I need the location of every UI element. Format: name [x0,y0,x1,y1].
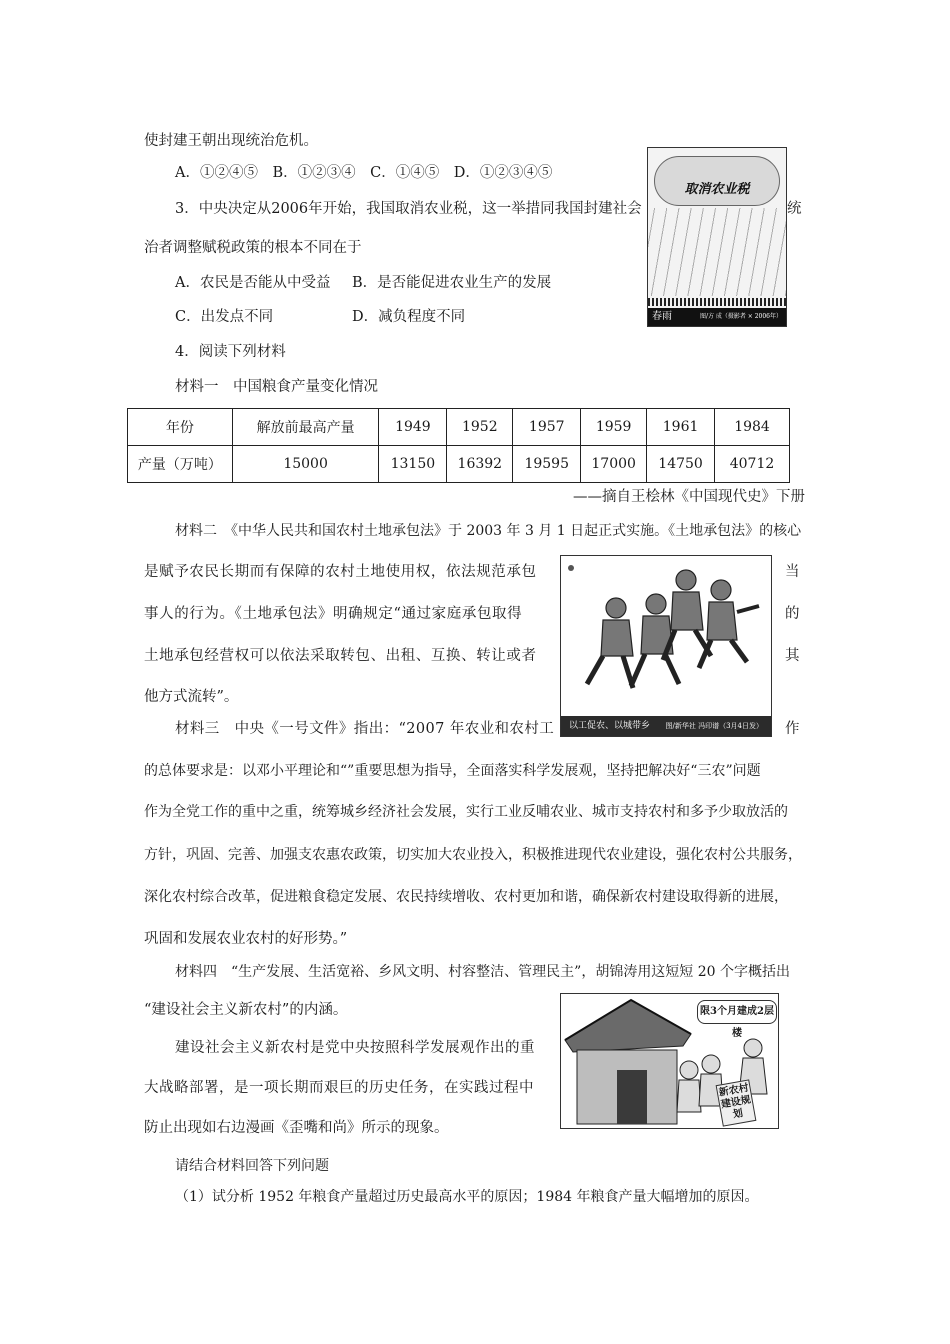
material-1-title: 材料一 中国粮食产量变化情况 [175,379,378,395]
material-2-line: 土地承包经营权可以依法采取转包、出租、互换、转让或者 [144,648,537,664]
material-4-line: “建设社会主义新农村”的内涵。 [144,1002,348,1018]
table-cell: 年份 [128,409,233,446]
cloud-text: 取消农业税 [684,182,750,197]
material-2-line: 材料二 《中华人民共和国农村土地承包法》于 2003 年 3 月 1 日起正式实施。《土地承包法》的核心 [175,523,802,539]
table-cell: 产量（万吨） [128,446,233,483]
question-4: 4．阅读下列材料 [175,344,286,360]
rain-caption-bar [648,308,786,326]
table-cell: 15000 [232,446,379,483]
material-3-line: 巩固和发展农业农村的好形势。” [144,931,348,947]
run-caption-small: 图/新华社 冯印谱（3月4日发） [665,722,763,730]
rain-cartoon-image [647,147,787,327]
material-4-line: 防止出现如右边漫画《歪嘴和尚》所示的现象。 [144,1120,449,1136]
rain-caption-small: 图/方 成（摄影者 × 2006年） [699,313,782,320]
deadline-speech-bubble: 限3个月建成2层楼 [697,1000,777,1024]
choice-b: B．是否能促进农业生产的发展 [352,275,552,291]
material-2-line: 事人的行为。《土地承包法》明确规定“通过家庭承包取得 [144,606,523,622]
material-3-line: 的总体要求是：以邓小平理论和“”重要思想为指导，全面落实科学发展观，坚持把解决好“三农”问题 [144,763,761,779]
table-cell: 17000 [581,446,647,483]
table-cell: 1984 [715,409,790,446]
table-cell: 1952 [447,409,513,446]
material-2-line: 是赋予农民长期而有保障的农村土地使用权，依法规范承包 [144,564,537,580]
text-line-end: 当 [785,564,800,580]
material-4-line: 大战略部署，是一项长期而艰巨的历史任务，在实践过程中 [144,1080,534,1096]
run-caption: 以工促农、以城带乡 [569,721,651,731]
question-1: （1）试分析 1952 年粮食产量超过历史最高水平的原因；1984 年粮食产量大幅增加的原因。 [175,1189,759,1205]
material-3-line: 方针，巩固、完善、加强支农惠农政策，切实加大农业投入，积极推进现代农业建设，强化农村公共服务， [144,847,802,863]
table-header-row [128,409,790,446]
table-cell: 19595 [513,446,581,483]
material-3-line: 深化农村综合改革，促进粮食稳定发展、农民持续增收、农村更加和谐，确保新农村建设取得新的进展， [144,889,788,905]
question-3: 3．中央决定从2006年开始，我国取消农业税，这一举措同我国封建社会 [175,201,642,217]
table-cell: 40712 [715,446,790,483]
material-4-line: 材料四 “生产发展、生活宽裕、乡风文明、村容整洁、管理民主”，胡锦涛用这短短 20 个字概括出 [175,964,791,980]
table-row [128,446,790,483]
choice-options: A．①②④⑤ B．①②③④ C．①④⑤ D．①②③④⑤ [175,165,553,181]
text-line: 治者调整赋税政策的根本不同在于 [144,240,362,256]
grain-output-table [127,408,790,483]
table-cell: 13150 [379,446,447,483]
choice-a: A．农民是否能从中受益 [175,275,331,291]
text-line-end: 的 [785,606,800,622]
running-figures-cartoon-image [560,555,772,737]
material-3-line: 作为全党工作的重中之重，统筹城乡经济社会发展，实行工业反哺农业、城市支持农村和多予少取放活的 [144,804,788,820]
table-cell: 1957 [513,409,581,446]
text-line: 使封建王朝出现统治危机。 [144,133,318,149]
table-cell: 解放前最高产量 [232,409,379,446]
grass-strip [648,298,786,306]
text-line-end: 其 [785,648,800,664]
choice-d: D．减负程度不同 [352,309,466,325]
material-3-line: 材料三 中央《一号文件》指出：“2007 年农业和农村工 [175,721,555,737]
rain-caption: 春雨 [652,311,672,322]
table-source: ——摘自王桧林《中国现代史》下册 [573,489,805,505]
text-line-end: 统 [787,201,802,217]
choice-c: C．出发点不同 [175,309,274,325]
question-prompt: 请结合材料回答下列问题 [175,1158,329,1174]
table-cell: 16392 [447,446,513,483]
running-figures-drawing [561,556,771,716]
table-cell: 14750 [647,446,715,483]
run-caption-bar [561,716,771,736]
plan-signboard: 新农村建设规划 [716,1079,757,1126]
crooked-monk-cartoon-image [560,993,779,1129]
material-4-line: 建设社会主义新农村是党中央按照科学发展观作出的重 [175,1040,535,1056]
table-cell: 1959 [581,409,647,446]
text-line-end: 作 [785,721,800,737]
rain-drops [648,208,786,296]
table-cell: 1949 [379,409,447,446]
material-2-line: 他方式流转”。 [144,689,239,705]
table-cell: 1961 [647,409,715,446]
